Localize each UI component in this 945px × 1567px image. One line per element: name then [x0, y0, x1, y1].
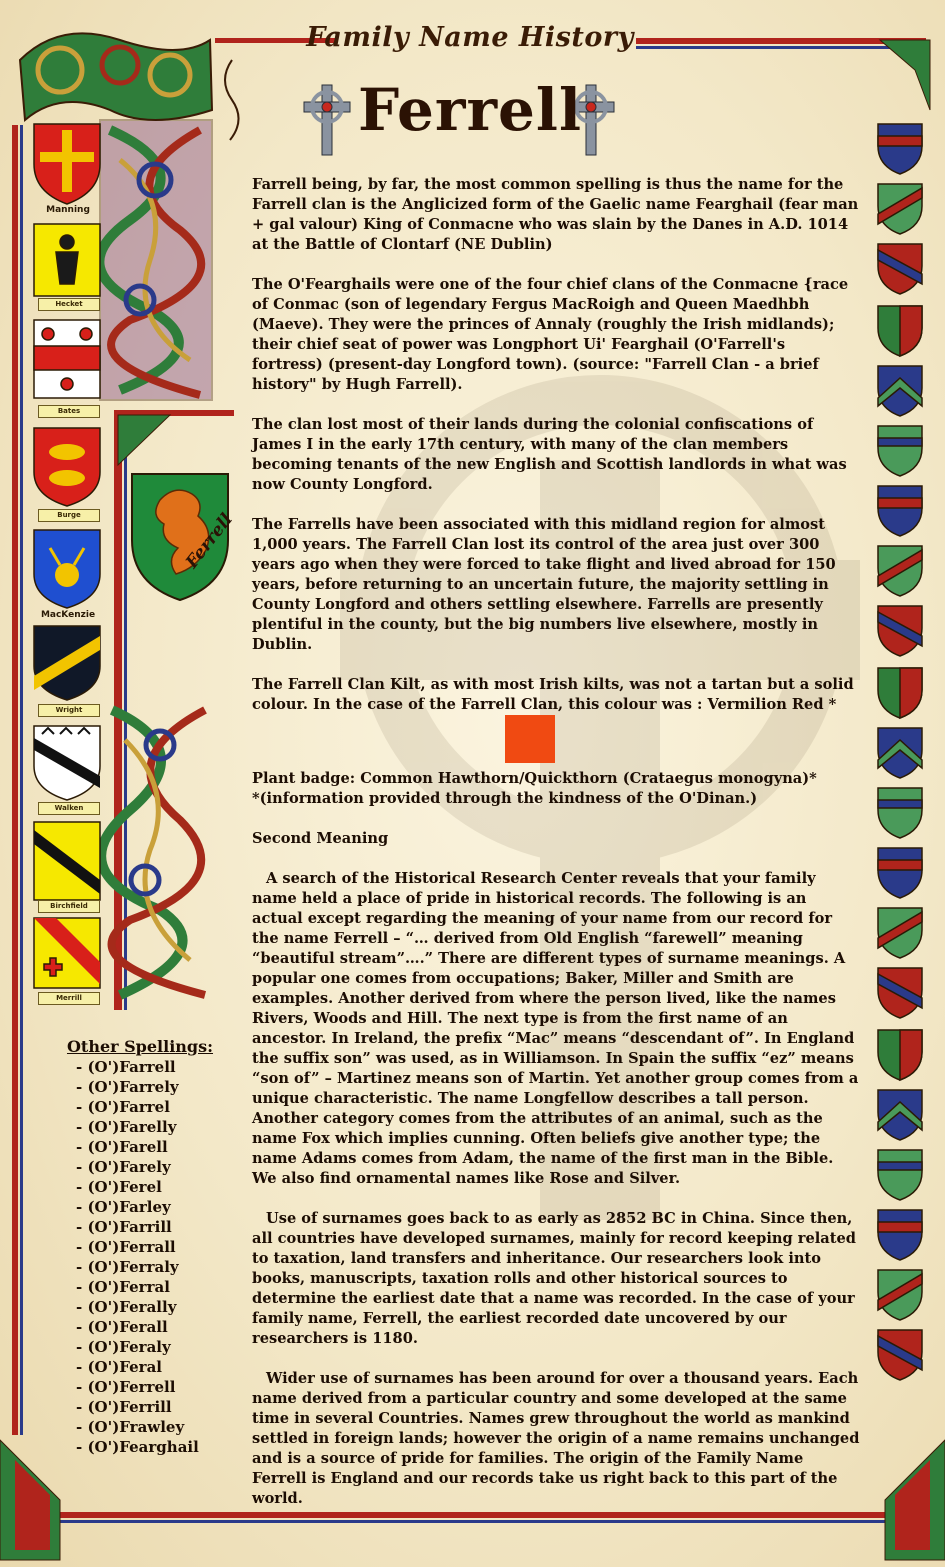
spelling-item: - (O')Farely [76, 1158, 171, 1176]
crest-label: MacKenzie [40, 610, 96, 620]
paragraph-kilt: The Farrell Clan Kilt, as with most Irish kilts, was not a tartan but a solid colour. In the case of the Farrell Clan, this colour was : Vermilion Red * [252, 676, 854, 713]
spelling-item: - (O')Frawley [76, 1418, 185, 1436]
spelling-item: - (O')Farrell [76, 1058, 176, 1076]
paragraph-origin: Farrell being, by far, the most common spelling is thus the name for the Farrell clan is the Anglicized form of the Gaelic name Fearghail (fear man + gal valour) King of Conmacne who was slain by the Danes in A.D. 1014 at the Battle of Clontarf (NE Dublin) [252, 176, 859, 253]
paragraph-clans: The O'Fearghails were one of the four chief clans of the Conmacne {race of Conmac (son of legendary Fergus MacRoigh and Queen Maedhbh (Maeve). They were the princes of Annaly (roughly the Irish midlands); their chief seat of power was Longphort Ui' Fearghail (O'Farrell's fortress) (present-day Longford town). (source: "Farrell Clan - a brief history" by Hugh Farrell). [252, 276, 849, 393]
spelling-item: - (O')Ferel [76, 1178, 162, 1196]
left-crest-column [34, 124, 100, 988]
crest-label: Manning [46, 205, 90, 215]
paragraph-plant-badge: Plant badge: Common Hawthorn/Quickthorn (Crataegus monogyna)* [252, 770, 817, 787]
right-shield-column [878, 124, 922, 1380]
spelling-item: - (O')Farley [76, 1198, 171, 1216]
spelling-item: - (O')Ferraly [76, 1258, 179, 1276]
spelling-item: - (O')Ferally [76, 1298, 177, 1316]
paragraph-wider-use: Wider use of surnames has been around for over a thousand years. Each name derived from a particular country and some developed at the same time in several Countries. Names grew throughout the world as mankind settled in foreign lands; however the origin of a name remains unchanged and is a source of pride for families. The origin of the Family Name Ferrell is England and our records take us right back to this part of the world. [252, 1370, 860, 1507]
spelling-item: - (O')Farelly [76, 1118, 177, 1136]
crest-label: Birchfield [38, 900, 100, 913]
spelling-item: - (O')Farrill [76, 1218, 172, 1236]
crest-label: Burge [38, 509, 100, 522]
crest-label: Walken [38, 802, 100, 815]
surname-heading: Ferrell [358, 76, 582, 144]
history-text [252, 175, 860, 1529]
other-spellings-list [60, 1057, 220, 1457]
crest-label: Hecket [38, 298, 100, 311]
crest-label: Wright [38, 704, 100, 717]
paragraph-confiscations: The clan lost most of their lands during the colonial confiscations of James I in the early 17th century, with many of the clan members becoming tenants of the new English and Scottish landlords in what was now County Longford. [252, 416, 847, 493]
kilt-color-swatch [505, 715, 555, 763]
spelling-item: - (O')Feral [76, 1358, 162, 1376]
spelling-item: - (O')Ferrill [76, 1398, 172, 1416]
other-spellings-heading: Other Spellings: [66, 1037, 214, 1056]
other-spellings [60, 1037, 220, 1457]
spelling-item: - (O')Fearghail [76, 1438, 199, 1456]
crest-label: Merrill [38, 992, 100, 1005]
paragraph-surname-history: Use of surnames goes back to as early as 2852 BC in China. Since then, all countries have developed surnames, mainly for record keeping related to taxation, land transfers and inheritance. Our researchers look into books, manuscripts, taxation rolls and other historical sources to determine the earliest date that a name was recorded. In the case of your family name, Ferrell, the earliest recorded date uncovered by our researchers is 1180. [252, 1210, 856, 1347]
spelling-item: - (O')Ferral [76, 1278, 170, 1296]
spelling-item: - (O')Farell [76, 1138, 168, 1156]
paragraph-midlands: The Farrells have been associated with this midland region for almost 1,000 years. The Farrell Clan lost its control of the area just over 300 years ago when they were forced to take flight and lived abroad for 150 years, before returning to an uncertain future, the majority settling in County Longford and others settling elsewhere. Farrells are presently plentiful in the county, but the big numbers live elsewhere, mostly in Dublin. [252, 516, 836, 653]
crest-label: Bates [38, 405, 100, 418]
spelling-item: - (O')Ferrall [76, 1238, 176, 1256]
second-meaning-heading: Second Meaning [252, 830, 389, 847]
spelling-item: - (O')Farrel [76, 1098, 170, 1116]
spelling-item: - (O')Farrely [76, 1078, 179, 1096]
paragraph-credit: *(information provided through the kindness of the O'Dinan.) [252, 790, 758, 807]
spelling-item: - (O')Feraly [76, 1338, 171, 1356]
spelling-item: - (O')Ferrell [76, 1378, 176, 1396]
paragraph-meaning: A search of the Historical Research Center reveals that your family name held a place of pride in historical records. The following is an actual except regarding the meaning of your name from our record for the name Ferrell – “… derived from Old English “farewell” meaning “beautiful stream”….” There are different types of surname meanings. A popular one comes from occupations; Baker, Miller and Smith are examples. Another derived from where the person lived, like the names Rivers, Woods and Hill. The next type is from the first name of an ancestor. In Ireland, the prefix “Mac” means “descendant of”. In England the suffix son” was used, as in Williamson. In Spain the suffix “ez” means “son of” – Martinez means son of Martin. Yet another group comes from a unique characteristic. The name Longfellow describes a tall person. Another category comes from the attributes of an animal, such as the name Fox which implies cunning. Often beliefs give another type; the name Adams comes from Adam, the name of the first man in the Bible. We also find ornamental names like Rose and Silver. [252, 870, 859, 1187]
spelling-item: - (O')Ferall [76, 1318, 168, 1336]
main-crest-label: Ferrell [182, 509, 237, 573]
page-title: Family Name History [306, 22, 634, 53]
